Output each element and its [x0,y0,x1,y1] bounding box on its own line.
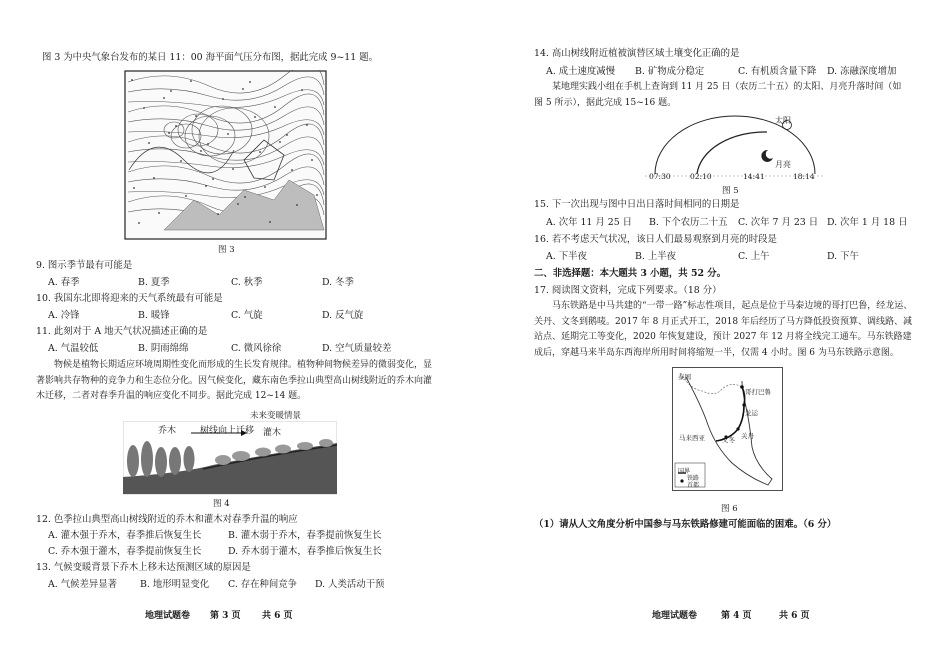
station-dot [143,107,145,109]
q15-option-a[interactable]: A. 次年 11 月 25 日 [546,217,633,228]
right-page [475,0,950,653]
station-dot [170,90,172,92]
station-dot [244,196,246,198]
station-dot [205,185,207,187]
figure-5-moonset-time: 14:41 [743,172,765,181]
station-dot [264,186,266,188]
station-dot [274,106,276,108]
station-dot [296,204,298,206]
station-dot [207,143,209,145]
figure-6-label-thailand: 泰国 [678,373,691,381]
q12-option-c[interactable]: C. 乔木强于灌木，春季提前恢复生长 [48,546,202,557]
station-dot [153,177,155,179]
q15-option-b[interactable]: B. 下个农历二十五 [649,217,728,228]
q16-stem: 16. 若不考虑天气状况，该日人们最易观察到月亮的时段是 [534,234,777,245]
q16-option-c[interactable]: C. 上午 [738,251,770,262]
q10-option-c[interactable]: C. 气旋 [231,310,263,321]
q10-option-b[interactable]: B. 暖锋 [138,310,170,321]
station-dot [259,151,261,153]
section-2-heading: 二、非选择题：本大题共 3 小题，共 52 分。 [534,268,727,279]
station-dot [301,89,303,91]
intro-q9-11: 图 3 为中央气象台发布的某日 11：00 海平面气压分布图，据此完成 9~11 题。 [42,52,378,63]
q15-stem: 15. 下一次出现与图中日出日落时间相同的日期是 [534,199,740,210]
q11-option-c[interactable]: C. 微风徐徐 [231,343,282,354]
station-dot [279,141,281,143]
figure-4-title: 未来变暖情景 [250,411,302,421]
q16-option-b[interactable]: B. 上半夜 [635,251,676,262]
q10-stem: 10. 我国东北即将迎来的天气系统最有可能是 [36,293,223,304]
q12-stem: 12. 色季拉山典型高山树线附近的乔木和灌木对春季升温的响应 [36,514,298,525]
q9-option-a[interactable]: A. 春季 [48,277,80,288]
q9-option-d[interactable]: D. 冬季 [322,277,354,288]
q10-option-a[interactable]: A. 冷锋 [48,310,80,321]
figure-5-moonrise-time: 02:10 [690,172,712,181]
q14-option-c[interactable]: C. 有机质含量下降 [738,66,817,77]
station-dot [254,116,256,118]
q12-option-a[interactable]: A. 灌木强于乔木，春季推后恢复生长 [48,530,202,541]
station-dot [195,115,197,117]
figure-4-shrub-label: 灌木 [263,428,282,438]
figure-3-isobar-map [124,70,327,240]
station-dot [175,125,177,127]
figure-4-arbor-label: 乔木 [158,426,177,436]
footer-total-pages: 共 6 页 [262,611,293,621]
q13-option-d[interactable]: D. 人类活动干预 [315,579,385,590]
figure-5-sunrise-time: 07:30 [649,172,671,181]
station-dot [306,124,308,126]
figure-6-label-mentakab: 文冬 [722,436,735,444]
station-dot [291,169,293,171]
ecrl-paragraph: 马东铁路是中马共建的“一带一路”标志性项目，起点是位于马泰边境的哥打巴鲁，经龙运、关丹、文冬到鹅唛。2017 年 8 月正式开工，2018 年后经历了马方降低投资预算、调线路、减站点、延期完工等变化，2020 年恢复建设，预计 2027 年 12 月将全线完工通车。马东铁路建成后，穿越马来半岛东西海岸所用时间将缩短一半，仅需 4 小时。图 6 为马东铁路示意图。 [534,301,913,358]
q14-option-a[interactable]: A. 成土速度减慢 [546,66,615,77]
station-dot [148,142,150,144]
station-dot [190,80,192,82]
figure-5-sun-label: 太阳 [775,116,791,125]
station-dot [311,159,313,161]
q9-option-c[interactable]: C. 秋季 [231,277,263,288]
q15-option-d[interactable]: D. 次年 1 月 18 日 [827,217,908,228]
station-dot [222,98,224,100]
q9-option-b[interactable]: B. 夏季 [138,277,170,288]
figure-6-legend-railway: 铁路 [687,475,700,482]
figure-4-migration-label: 树线向上迁移 [200,426,255,436]
figure-5-moon-label: 月亮 [775,160,791,169]
footer-total-pages: 共 6 页 [779,611,810,621]
station-dot [227,133,229,135]
moon-icon [761,150,773,162]
footer-exam-name: 地理试题卷 [145,611,191,621]
q11-option-b[interactable]: B. 阴雨绵绵 [138,343,189,354]
q13-stem: 13. 气候变暖背景下乔木上移未达预测区域的原因是 [36,562,251,573]
station-dot [133,187,135,189]
q16-option-a[interactable]: A. 下半夜 [546,251,587,262]
station-dot [217,213,219,215]
station-dot [286,134,288,136]
station-dot [249,81,251,83]
phenology-paragraph: 物候是植物长期适应环境周期性变化而形成的生长发育规律。植物种间物候差异的微弱变化，显著影响共存物种的竞争力和生态位分化。因气候变化，藏东南色季拉山典型高山树线附近的乔木向灌木迁移，二者对春季升温的响应变化不同步。据此完成 12~14 题。 [36,360,433,401]
station-dot [316,194,318,196]
figure-5-sunset-time: 18:14 [793,172,815,181]
figure-4-caption: 图 4 [213,499,230,509]
figure-6-legend-border: 国界 [678,468,691,475]
q13-option-c[interactable]: C. 存在种间竞争 [228,579,298,590]
station-dot [242,88,244,90]
q14-option-b[interactable]: B. 矿物成分稳定 [635,66,705,77]
q13-option-a[interactable]: A. 气候差异显著 [48,579,117,590]
station-dot [131,79,133,81]
station-dot [158,212,160,214]
station-dot [232,168,234,170]
figure-6-label-kuantan: 关丹 [741,432,754,440]
q12-option-d[interactable]: D. 乔木弱于灌木，春季推后恢复生长 [228,546,382,557]
station-dot [180,160,182,162]
q12-option-b[interactable]: B. 灌木弱于乔木，春季提前恢复生长 [228,530,382,541]
figure-6-label-malaysia: 马来西亚 [679,434,705,442]
q13-option-b[interactable]: B. 地形明显变化 [140,579,210,590]
station-dot [138,222,140,224]
station-dot [163,97,165,99]
footer-page-number: 第 4 页 [721,611,752,621]
q17-stem: 17. 阅读图文资料，完成下列要求。（18 分） [534,285,722,296]
station-dot [200,150,202,152]
figure-6-caption: 图 6 [721,504,738,514]
q11-option-a[interactable]: A. 气温较低 [48,343,99,354]
station-dot [168,132,170,134]
q10-option-d[interactable]: D. 反气旋 [322,310,364,321]
figure-5-caption: 图 5 [722,186,739,196]
station-dot [212,178,214,180]
figure-3-caption: 图 3 [218,245,235,255]
q15-option-c[interactable]: C. 次年 7 月 23 日 [738,217,819,228]
q11-option-d[interactable]: D. 空气质量较差 [322,343,392,354]
q16-option-d[interactable]: D. 下午 [827,251,859,262]
figure-6-label-kota-bharu: 哥打巴鲁 [745,388,771,396]
station-dot [269,221,271,223]
footer-page-number: 第 3 页 [210,611,241,621]
station-dot [237,203,239,205]
station-dot [185,195,187,197]
figure-6-legend-capital: 首都 [687,482,700,489]
sun-moon-paragraph: 某地理实践小组在手机上查询到 11 月 25 日（农历二十五）的太阳、月亮升落时间（如图 5 所示），据此完成 15~16 题。 [534,82,902,108]
q9-stem: 9. 图示季节最有可能是 [36,260,133,271]
q11-stem: 11. 此刻对于 A 地天气状况描述正确的是 [36,326,208,337]
footer-exam-name: 地理试题卷 [652,611,698,621]
q17-part-1: （1）请从人文角度分析中国参与马东铁路修建可能面临的困难。（6 分） [534,519,837,530]
q14-stem: 14. 高山树线附近植被演替区域土壤变化正确的是 [534,48,740,59]
figure-6-label-dungun: 龙运 [745,409,758,417]
q14-option-d[interactable]: D. 冻融深度增加 [827,66,897,77]
